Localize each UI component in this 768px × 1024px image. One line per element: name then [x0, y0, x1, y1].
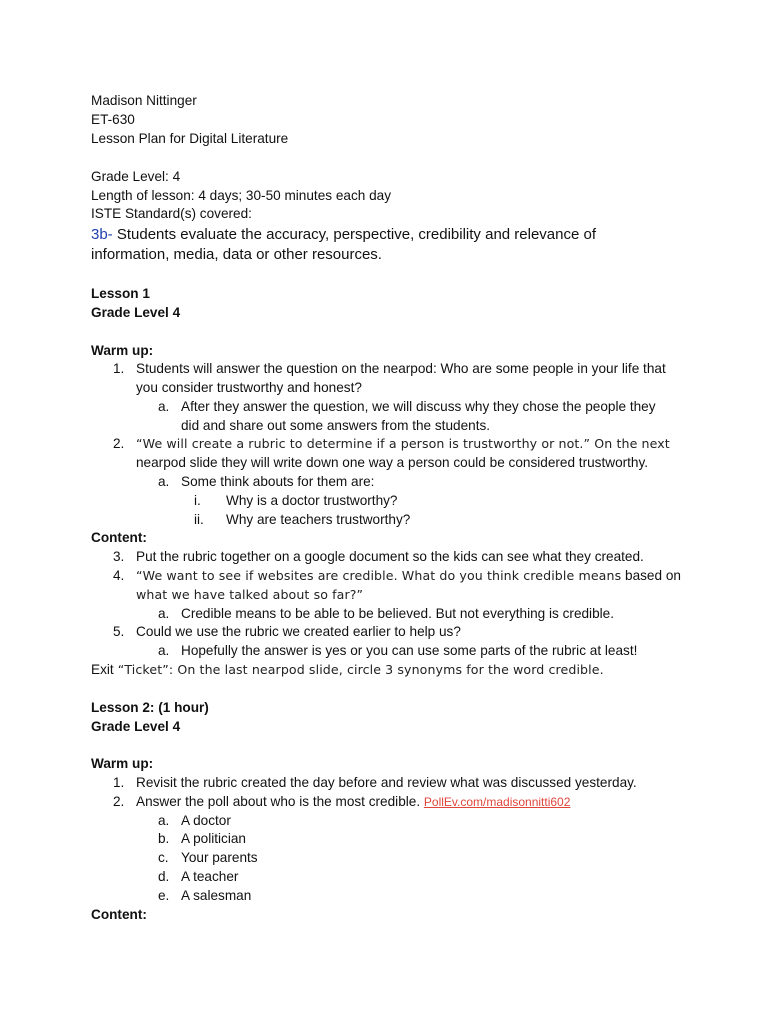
iste-standards-label: ISTE Standard(s) covered:	[91, 206, 252, 221]
author-name: Madison Nittinger	[91, 93, 197, 108]
lesson-length: Length of lesson: 4 days; 30-50 minutes each day	[91, 188, 392, 203]
lesson1-item5-text: Could we use the rubric we created earlier to help us?	[136, 624, 461, 639]
standard-line-1: 3b- Students evaluate the accuracy, perspective, credibility and relevance of	[91, 226, 597, 243]
lesson1-item1-line2: you consider trustworthy and honest?	[136, 380, 362, 395]
lesson1-item2-line2: nearpod slide they will write down one way a person could be considered trustworthy.	[136, 455, 649, 470]
lesson2-warmup-heading: Warm up:	[91, 756, 154, 771]
lesson2-item2-text: Answer the poll about who is the most credible. PollEv.com/madisonnitti602	[136, 794, 571, 809]
lesson1-heading: Lesson 1	[91, 286, 150, 301]
document-page: Madison Nittinger ET-630 Lesson Plan for Digital Literature Grade Level: 4 Length of lesson: 4 days; 30-50 minutes each day ISTE Standard(s) covered: 3b- Students evaluate the accuracy, perspective, credibility and relevance of information, media, data or other resources. Lesson 1 Grade Level 4 Warm up: 1. Students will answer the question on the nearpod: Who are some people in your life that you consider trustworthy and honest? a. After they answer the question, we will discuss why they chose the people they did and share out some answers from the students. 2. “We will create a rubric to determine if a person is trustworthy or not.” On the next nearpod slide they will write down one way a person could be considered trustworthy. a. Some think abouts for them are: i. Why is a doctor trustworthy? ii. Why are teachers trustworthy? Content: 3. Put the rubric together on a google document so the kids can see what they created. 4. “We want to see if websites are credible. What do you think credible means based on what we have talked about so far?” a. Credible means to be able to be believed. But not everything is credible. 5. Could we use the rubric we created earlier to help us? a. Hopefully the answer is yes or you can use some parts of the rubric at least! Exit “Ticket”: On the last nearpod slide, circle 3 synonyms for the word credible. Lesson 2: (1 hour) Grade Level 4 Warm up: 1. Revisit the rubric created the day before and review what was discussed yesterday. 2. Answer the poll about who is the most credible. PollEv.com/madisonnitti602 a. A doctor b. A politician c. Your parents d. A teacher e. A salesman Content:	[91, 93, 681, 922]
lesson1-item1a-line2: did and share out some answers from the students.	[181, 418, 491, 433]
poll-option-text: A politician	[181, 831, 246, 846]
poll-link[interactable]: PollEv.com/madisonnitti602	[423, 795, 571, 809]
lesson1-item2a-text: Some think abouts for them are:	[181, 474, 375, 489]
lesson1-item4a-text: Credible means to be able to be believed. But not everything is credible.	[181, 606, 614, 621]
lesson1-item2-line1: “We will create a rubric to determine if a person is trustworthy or not.” On the next	[136, 436, 670, 451]
lesson1-warmup-heading: Warm up:	[91, 343, 154, 358]
lesson1-item1a-line1: After they answer the question, we will discuss why they chose the people they	[181, 399, 656, 414]
lesson1-item4-line2: what we have talked about so far?”	[136, 587, 364, 602]
lesson2-heading: Lesson 2: (1 hour)	[91, 700, 209, 715]
poll-option-text: A doctor	[181, 813, 231, 828]
lesson2-grade: Grade Level 4	[91, 719, 181, 734]
lesson1-item2a-ii-text: Why are teachers trustworthy?	[226, 512, 411, 527]
lesson1-item4-line1: “We want to see if websites are credible. What do you think credible means based on	[136, 568, 681, 583]
grade-level: Grade Level: 4	[91, 169, 181, 184]
lesson2-content-heading: Content:	[91, 907, 147, 922]
poll-option-text: A teacher	[181, 869, 239, 884]
lesson1-content-heading: Content:	[91, 530, 147, 545]
lesson1-item1-line1: Students will answer the question on the nearpod: Who are some people in your life that	[136, 361, 666, 376]
lesson1-item3-text: Put the rubric together on a google document so the kids can see what they created.	[136, 549, 644, 564]
lesson2-item1-text: Revisit the rubric created the day before and review what was discussed yesterday.	[136, 775, 637, 790]
lesson1-grade: Grade Level 4	[91, 305, 181, 320]
lesson1-item5a-text: Hopefully the answer is yes or you can use some parts of the rubric at least!	[181, 643, 638, 658]
document-title: Lesson Plan for Digital Literature	[91, 131, 289, 146]
poll-option-text: Your parents	[181, 850, 258, 865]
standard-code: 3b-	[91, 226, 113, 243]
lesson1-exit-ticket: Exit “Ticket”: On the last nearpod slide, circle 3 synonyms for the word credible.	[91, 662, 604, 677]
course-code: ET-630	[91, 112, 135, 127]
lesson1-item2a-i-text: Why is a doctor trustworthy?	[226, 493, 398, 508]
poll-option-text: A salesman	[181, 888, 252, 903]
standard-line-2: information, media, data or other resources.	[91, 246, 382, 263]
